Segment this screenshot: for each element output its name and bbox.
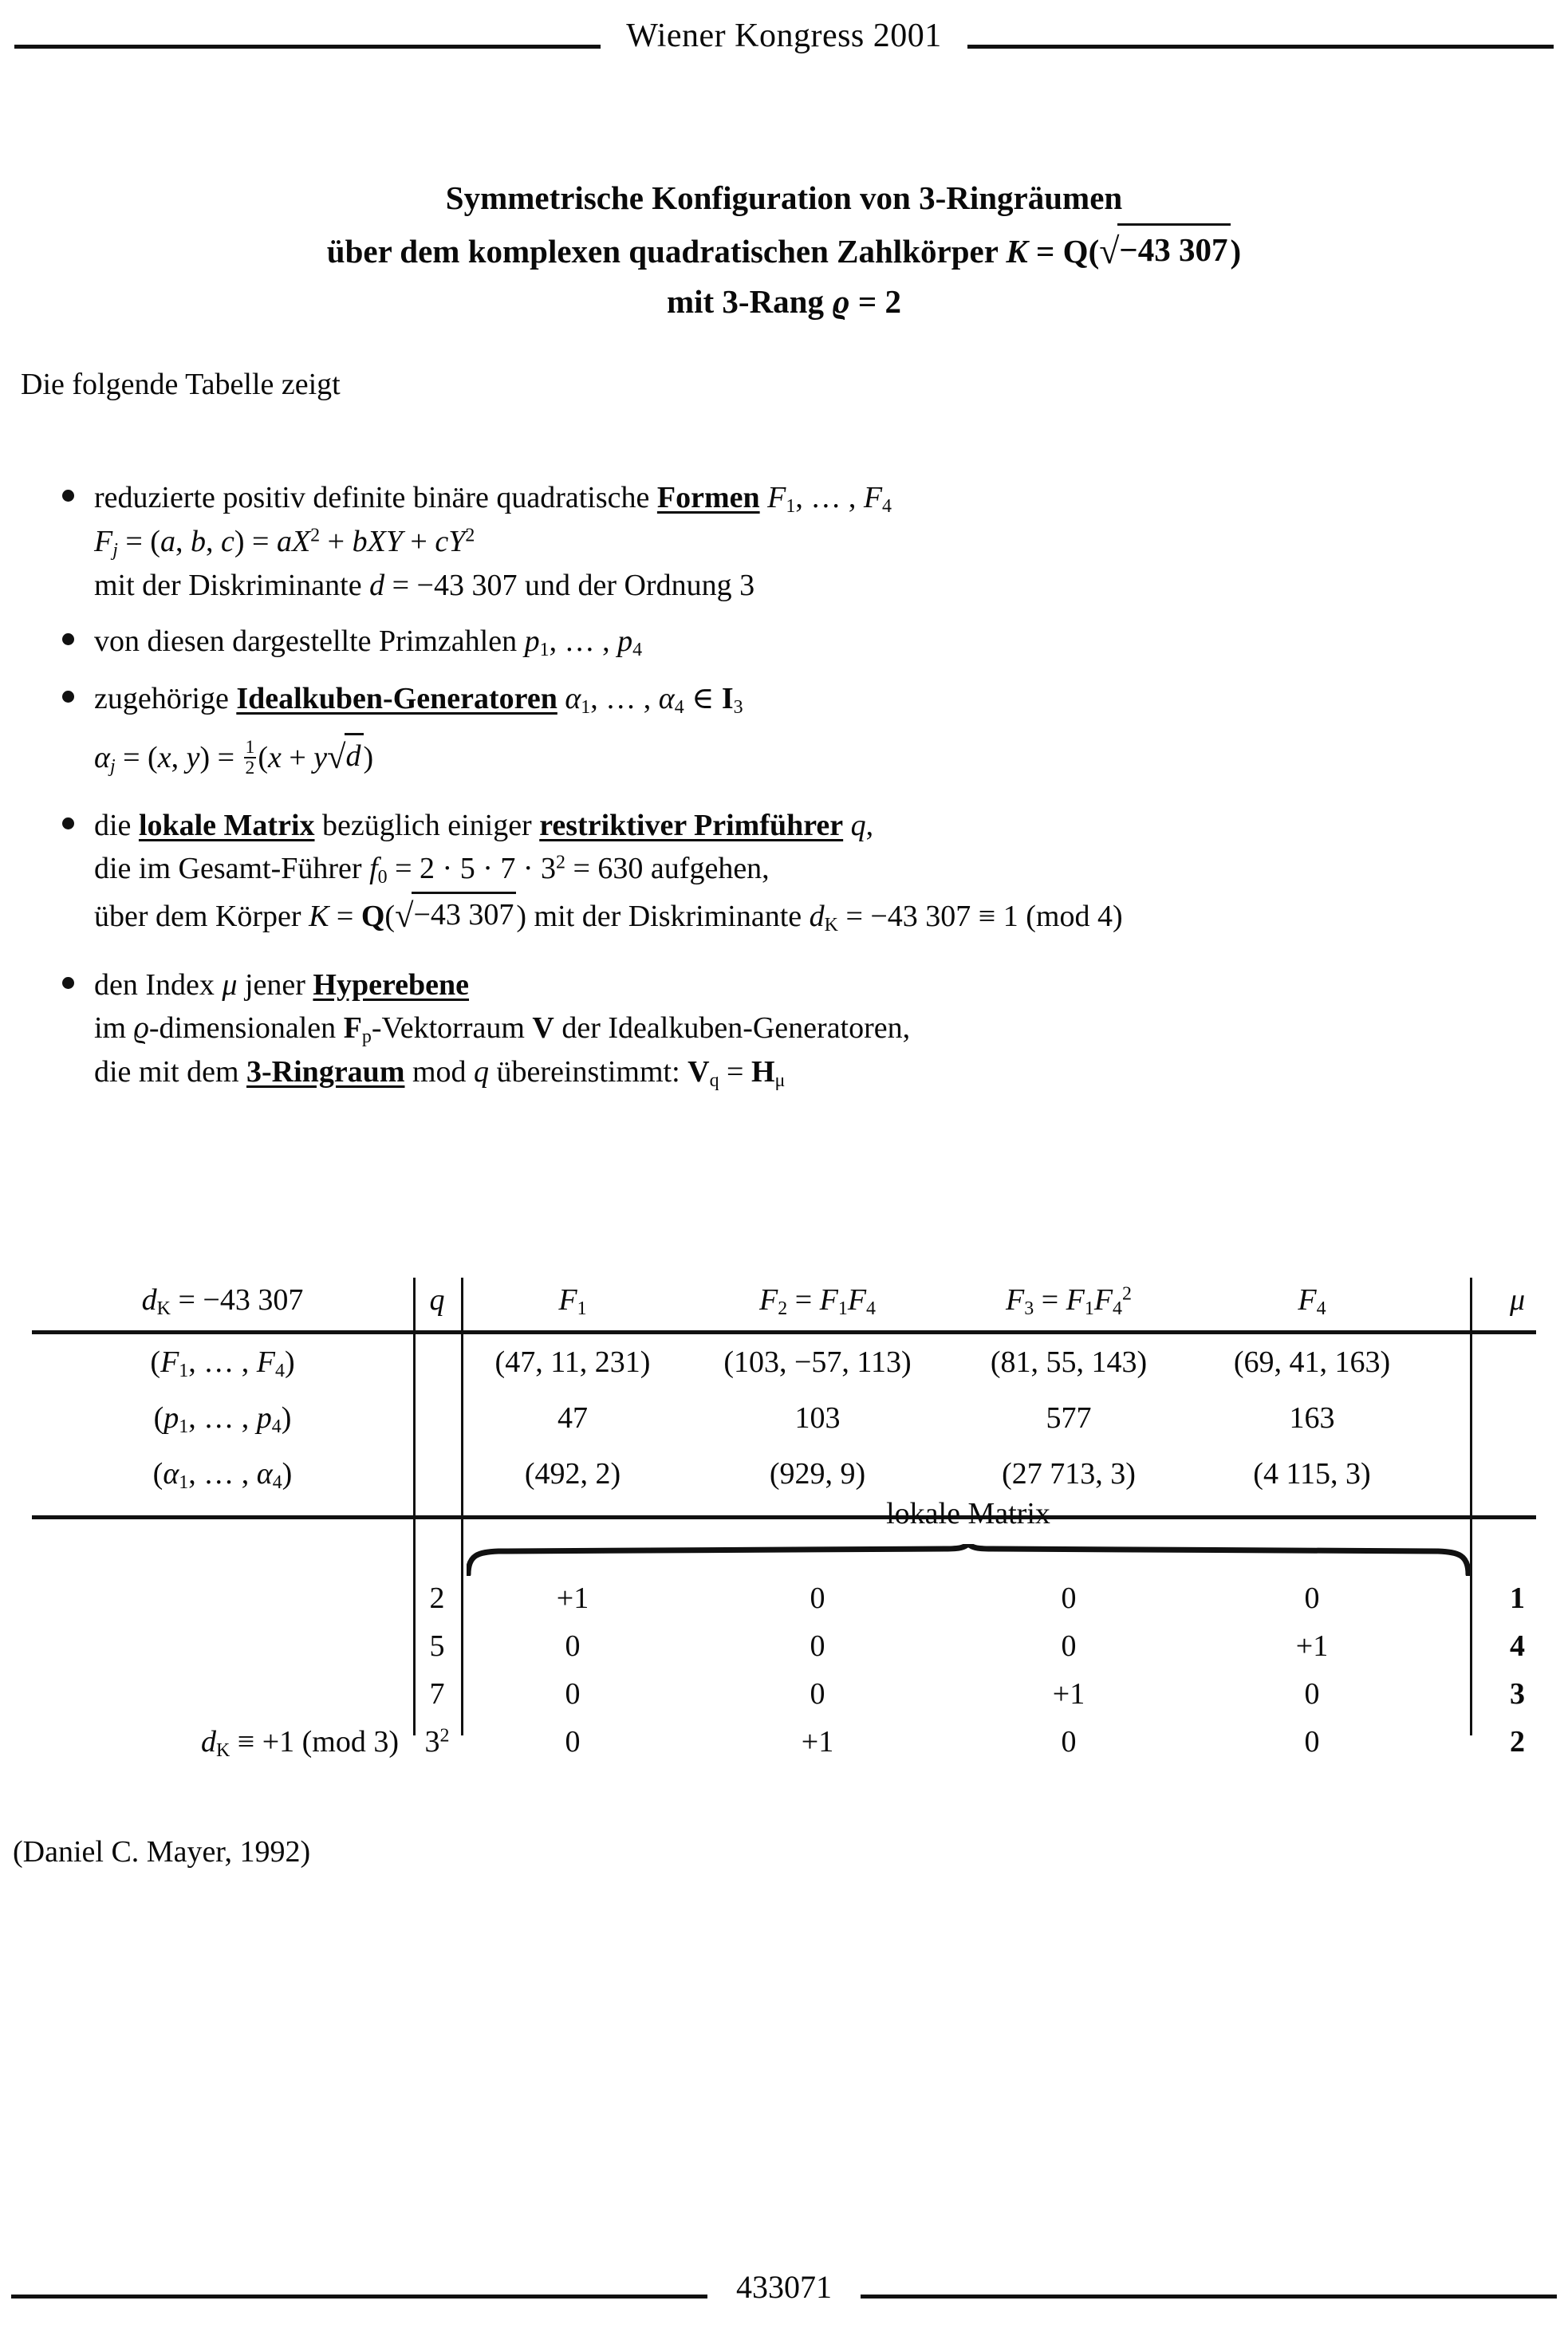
form-symbol-1-sub: 1 [786, 496, 796, 518]
running-head-rule-left [14, 45, 601, 49]
alpha-def-sub: j [109, 755, 116, 777]
sqrt-discriminant-2 [395, 892, 516, 939]
table-header-f2: $F_2 = F_1F_4$ [759, 1283, 876, 1320]
running-foot-rule-left [11, 2295, 707, 2299]
prime-symbol-4: p [617, 624, 633, 659]
idealkuben-line-2: $\alpha_j = (x$, y) = $\frac{1}{2}$ (x + y√d) [94, 733, 1552, 781]
table-row-label-alphas: ($\alpha_1$, … , $\alpha_4$) [152, 1457, 293, 1494]
discriminant-symbol: d [369, 569, 385, 603]
rationals-symbol: Q [360, 900, 385, 934]
dK-symbol: d [809, 900, 825, 934]
formen-line-2: $F_j = (a$, b, $c) = aX^2$ + bXY + $cY^2$ [94, 525, 475, 561]
spacer-block [21, 794, 1552, 805]
discriminant-label: mit der Diskriminante [94, 569, 370, 603]
table-cell-prime-3: 577 [1046, 1401, 1092, 1435]
rho-symbol: ϱ [133, 1010, 149, 1045]
table-matrix-cell-2-2: 0 [810, 1629, 825, 1663]
koerper-equals: = [329, 900, 361, 934]
conductor-label: die im Gesamt-Führer [94, 852, 370, 886]
sqrt-d [327, 733, 363, 781]
table-cell-alpha-1: (492, 2) [524, 1457, 621, 1491]
primfuehrer-keyword: restriktiver Primführer [539, 809, 844, 843]
table-row-label-primes: ($p_1$, … , $p_4$) [153, 1401, 292, 1438]
radicand: −43 307 [1117, 223, 1230, 275]
lokale-matrix-line-3: über dem Körper K = Q(√−43 307) mit der Diskriminante $d_K = -43$ 307 ≡ 1 (mod 4) [94, 892, 1552, 939]
table-matrix-q-2 [430, 1629, 445, 1664]
title-paren-close: ) [1230, 232, 1242, 270]
table-matrix-mu-1: 1 [1510, 1582, 1525, 1615]
table-matrix-cell-4-4: 0 [1304, 1725, 1320, 1759]
idealkuben-ellipsis: , … , [590, 681, 659, 715]
title-rank-label: mit 3-Rang [666, 283, 833, 321]
formen-keyword: Formen [656, 481, 760, 514]
H-sub: μ [774, 1070, 786, 1092]
bullet-dot-icon [62, 490, 74, 502]
discriminant-value: = −43 307 und der Ordnung 3 [384, 569, 755, 603]
table-matrix-cell-4-1: 0 [565, 1725, 581, 1759]
ringraum-keyword: 3-Ringraum [246, 1054, 405, 1089]
koerper-symbol: K [309, 900, 329, 934]
list-item-hyperebene [21, 964, 1552, 1095]
fraction-numerator: 1 [245, 736, 255, 758]
q-value-4: 3 [424, 1725, 440, 1759]
table-grid [32, 1276, 1536, 1786]
hyperebene-line-2 [94, 1007, 1552, 1051]
title-line-3 [0, 278, 1568, 327]
table-row-label-congruence: $d_K \equiv +1$ (mod 3) [200, 1725, 399, 1762]
idealkuben-pre: zugehörige [94, 681, 237, 715]
table-row-label-forms: ($F_1$, … , $F_4$) [150, 1345, 295, 1382]
intro-paragraph: Die folgende Tabelle zeigt [21, 368, 341, 401]
q-value-3: 7 [429, 1677, 445, 1711]
dK-sub: K [824, 915, 838, 936]
table-matrix-cell-3-4: 0 [1304, 1677, 1320, 1711]
index-label: den Index [94, 967, 223, 1002]
list-item-formen [21, 477, 1552, 608]
q-value-4-exponent: 2 [439, 1725, 450, 1747]
dK-value: = −43 307 ≡ 1 (mod 4) [837, 900, 1123, 934]
prime-symbol-4-sub: 4 [632, 640, 643, 661]
table-header-q [430, 1282, 445, 1318]
finite-field-symbol: F [343, 1010, 362, 1045]
corner-d-value: = −43 307 [170, 1283, 304, 1317]
running-head-title: Wiener Kongress 2001 [626, 18, 942, 54]
table-cell-alpha-3: (27 713, 3) [1002, 1457, 1136, 1491]
dimensional-label: -dimensionalen [148, 1010, 344, 1045]
element-of-symbol: ∈ [684, 681, 722, 715]
lokale-matrix-keyword: lokale Matrix [138, 809, 315, 843]
alpha-symbol-4-sub: 4 [674, 696, 684, 718]
table-header-f4 [1298, 1282, 1326, 1320]
table-matrix-cell-2-1: 0 [565, 1629, 581, 1663]
table-header-mu [1510, 1282, 1525, 1318]
prime-symbol-1-sub: 1 [539, 640, 550, 661]
lokale-matrix-line-2: die im Gesamt-Führer $f_0 = 2 \cdot 5 \cdot 7 \cdot 3^2 = 630$ aufgehen, [94, 852, 770, 888]
title-equals: = [1027, 232, 1063, 270]
alpha-def-symbol: α [94, 740, 110, 774]
ideal-class-sub: 3 [733, 696, 743, 718]
hyperebene-mid: jener [237, 967, 313, 1002]
header-F1: F [558, 1283, 577, 1317]
vektorraum-label: -Vektorraum [371, 1010, 533, 1045]
conductor-symbol: f [369, 852, 378, 886]
mu-symbol: μ [222, 967, 238, 1002]
primzahlen-line-1 [94, 620, 1552, 664]
bullet-dot-icon [62, 817, 74, 829]
formen-line-1-pre: reduzierte positiv definite binäre quadratische [94, 481, 657, 514]
table-matrix-cell-1-4: 0 [1304, 1582, 1320, 1615]
table-matrix-q-1 [430, 1581, 445, 1616]
hyperebene-keyword: Hyperebene [313, 967, 470, 1002]
koerper-label: über dem Körper [94, 900, 309, 934]
header-F4-sub: 4 [1316, 1298, 1326, 1320]
brace-label-lokale-matrix: lokale Matrix [886, 1497, 1050, 1530]
table-matrix-q-3 [430, 1676, 445, 1712]
ringraum-pre: die mit dem [94, 1054, 247, 1089]
hyperebene-line-2-tail: der Idealkuben-Generatoren, [554, 1010, 911, 1045]
table-matrix-mu-4: 2 [1510, 1725, 1525, 1759]
radicand-d: d [345, 733, 364, 778]
table-matrix-cell-1-1: +1 [556, 1582, 589, 1615]
running-foot [0, 2259, 1568, 2314]
ringraum-mid: mod [404, 1054, 475, 1089]
radical-sign-icon: √ [395, 897, 414, 936]
fraction-denominator: 2 [245, 758, 255, 778]
running-head-rule-right [967, 45, 1554, 49]
table-cell-prime-1: 47 [557, 1401, 588, 1435]
formen-ellipsis: , … , [795, 481, 864, 514]
hyperebene-line-1 [94, 964, 1552, 1007]
radicand-2: −43 307 [412, 892, 516, 937]
bullet-dot-icon [62, 977, 74, 989]
table-cell-alpha-4: (4 115, 3) [1253, 1457, 1371, 1491]
Vq-sub: q [709, 1070, 719, 1092]
table-matrix-cell-3-1: 0 [565, 1677, 581, 1711]
title-line-1: Symmetrische Konfiguration von 3-Ringräumen [445, 179, 1123, 216]
idealkuben-line-1 [94, 678, 1552, 722]
table-header-f1 [558, 1282, 586, 1320]
table-vrule-after-label [413, 1278, 416, 1735]
H-symbol: H [751, 1054, 775, 1089]
table-matrix-q-4 [425, 1724, 450, 1759]
table-cell-prime-2: 103 [794, 1401, 841, 1435]
table-cell-prime-4: 163 [1289, 1401, 1335, 1435]
form-symbol-1: F [767, 481, 786, 514]
table-cell-alpha-2: (929, 9) [769, 1457, 866, 1491]
author-credit: (Daniel C. Mayer, 1992) [13, 1835, 311, 1869]
rationals-symbol: Q [1062, 232, 1089, 270]
Vq-symbol: V [687, 1054, 710, 1089]
table-cell-form-4: (69, 41, 163) [1233, 1345, 1391, 1379]
form-def-F: F [94, 525, 113, 559]
spacer [94, 722, 1552, 733]
running-foot-rule-right [861, 2295, 1557, 2299]
form-symbol-4: F [863, 481, 883, 514]
q-symbol: q [474, 1054, 490, 1089]
q-value-1: 2 [429, 1582, 445, 1615]
lokale-matrix-mid: bezüglich einiger [314, 809, 540, 843]
overbrace-svg [467, 1544, 1470, 1576]
alpha-symbol-1: α [565, 681, 581, 715]
running-head [0, 8, 1568, 64]
overbrace-icon [467, 1544, 1470, 1576]
table-cell-form-3: (81, 55, 143) [990, 1345, 1148, 1379]
header-F4: F [1298, 1283, 1317, 1317]
table-cell-form-2: (103, −57, 113) [723, 1345, 912, 1379]
one-half-fraction [244, 738, 257, 778]
title-line-2 [0, 223, 1568, 278]
primzahlen-text: von diesen dargestellte Primzahlen [94, 624, 525, 659]
form-symbol-4-sub: 4 [882, 496, 892, 518]
table-header-corner [142, 1282, 304, 1320]
header-q-symbol: q [429, 1283, 445, 1317]
table-cell-form-1: (47, 11, 231) [494, 1345, 651, 1379]
table-matrix-cell-4-3: 0 [1061, 1725, 1077, 1759]
prime-conductor-symbol: q [850, 809, 866, 843]
table-vrule-before-mu [1470, 1278, 1472, 1735]
hyperebene-line-3 [94, 1051, 1552, 1095]
spacer-block [21, 953, 1552, 964]
corner-d-symbol: d [141, 1283, 157, 1317]
header-F1-sub: 1 [577, 1298, 587, 1320]
hyperebene-line-2-pre: im [94, 1010, 134, 1045]
vector-space-symbol: V [532, 1010, 554, 1045]
lokale-matrix-line-1 [94, 805, 1552, 848]
title-rank-value: = 2 [849, 283, 902, 321]
list-item-lokale-matrix [21, 805, 1552, 940]
table-matrix-mu-3: 3 [1510, 1677, 1525, 1711]
radical-sign-icon: √ [1099, 230, 1120, 271]
sqrt-discriminant [1099, 223, 1230, 278]
table-matrix-cell-1-3: 0 [1061, 1582, 1077, 1615]
table-matrix-cell-2-3: 0 [1061, 1629, 1077, 1663]
title-line-2-text: über dem komplexen quadratischen Zahlkörper [326, 232, 1007, 270]
table-matrix-cell-3-2: 0 [810, 1677, 825, 1711]
table-rule-top [32, 1330, 1536, 1334]
rho-symbol: ϱ [832, 283, 850, 321]
table-matrix-cell-2-4: +1 [1295, 1629, 1329, 1663]
bullet-list [21, 477, 1552, 1108]
table-matrix-mu-2: 4 [1510, 1629, 1525, 1663]
page-number: 433071 [736, 2268, 832, 2305]
diskriminante-label: mit der Diskriminante [526, 900, 810, 934]
finite-field-sub: p [361, 1026, 372, 1047]
formen-line-1 [94, 477, 1552, 521]
table-matrix-cell-3-3: +1 [1052, 1677, 1085, 1711]
alpha-symbol-1-sub: 1 [581, 696, 591, 718]
ringraum-post: übereinstimmt: [489, 1054, 688, 1089]
document-title-block [0, 174, 1568, 327]
q-value-2: 5 [429, 1629, 445, 1663]
bullet-dot-icon [62, 691, 74, 703]
lokale-matrix-comma: , [865, 809, 874, 843]
table-vrule-after-q [461, 1278, 463, 1735]
form-def-F-sub: j [112, 540, 118, 561]
Vq-equals: = [719, 1054, 751, 1089]
table-matrix-cell-1-2: 0 [810, 1582, 825, 1615]
ideal-class-symbol: I [721, 681, 734, 715]
title-paren-open: ( [1088, 232, 1100, 270]
list-item-idealkuben [21, 678, 1552, 782]
corner-d-sub: K [156, 1298, 171, 1320]
idealkuben-keyword: Idealkuben-Generatoren [236, 681, 557, 715]
primzahlen-ellipsis: , … , [549, 624, 618, 659]
lokale-matrix-pre: die [94, 809, 139, 843]
list-item-primzahlen [21, 620, 1552, 664]
alpha-symbol-4: α [658, 681, 675, 715]
table-matrix-cell-4-2: +1 [801, 1725, 834, 1759]
bullet-dot-icon [62, 633, 74, 645]
title-field-symbol: K [1006, 232, 1028, 270]
radical-sign-icon: √ [327, 738, 346, 776]
formen-line-3 [94, 565, 1552, 608]
table-header-f3: $F_3 = F_1F_4^2$ [1006, 1283, 1132, 1320]
prime-symbol-1: p [524, 624, 540, 659]
conductor-exponent: 2 [556, 852, 565, 873]
header-mu-symbol: μ [1510, 1283, 1526, 1317]
data-table [0, 1276, 1568, 1786]
conductor-sub: 0 [377, 867, 388, 888]
